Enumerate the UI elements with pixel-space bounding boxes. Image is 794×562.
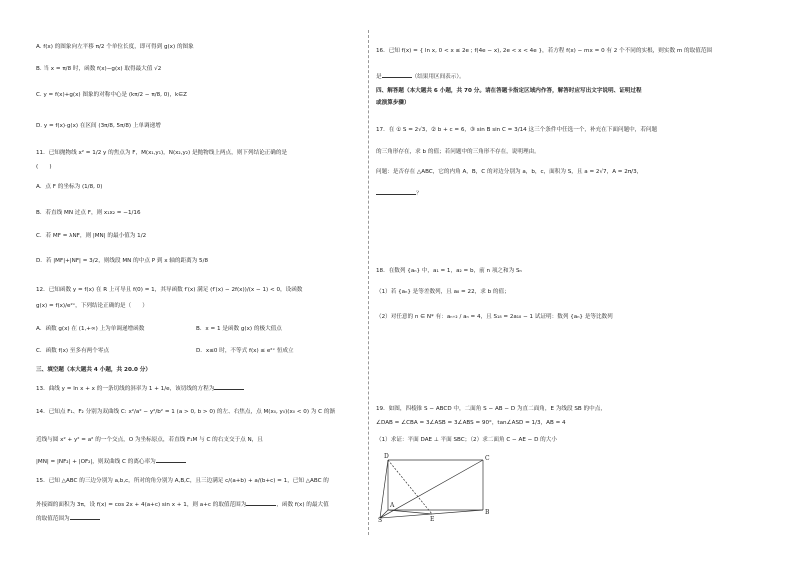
q15-text-4: 的取值范围为: [36, 516, 70, 522]
q13-text: 13．曲线 y = ln x + x 的一条切线的斜率为 1 + 1/e，该切线的方程为: [36, 386, 215, 392]
q13: [36, 384, 244, 393]
section-4-heading-cont: 或演算步骤）: [376, 100, 410, 106]
edge-ae: [388, 510, 432, 514]
label-c: C: [485, 455, 490, 462]
q17-line-3: 问题：是否存在 △ABC，它的内角 A，B，C 的对边分别为 a，b，c，面积为 S，且 a = 2√7，A = 2π/3，: [376, 169, 643, 175]
q14-line-3: [36, 457, 186, 466]
q17-line-4: [376, 189, 422, 198]
q16-answer-blank[interactable]: [382, 72, 412, 78]
q10-option-c: C. y = f(x)+g(x) 图象的对称中心是 (kπ/2 − π/8, 0)，k∈Z: [36, 92, 188, 98]
q18-line-2: （1）若 {aₙ} 是等差数列，且 a₈ = 22，求 b 的值；: [376, 289, 510, 295]
label-b: B: [485, 509, 490, 516]
q12-option-d: D．x≤0 时，不等式 f(x) ≤ e²ˣ 恒成立: [196, 348, 294, 354]
q17-text-4: ？: [416, 191, 422, 197]
q18-line-3: （2）对任意的 n ∈ N* 有：aₙ₊₂ / aₙ = 4，且 S₁₈ = 2a₁₈ − 1 试证明：数列 {aₙ} 是等比数列: [376, 314, 613, 320]
q19-line-1: 19．如图，四棱锥 S − ABCD 中，二面角 S − AB − D 为直二面角，E 为线段 SB 的中点，: [376, 406, 606, 412]
section-3-heading: 三、填空题（本大题共 4 小题，共 20.0 分）: [36, 367, 151, 373]
q17-line-2: 的三角形存在，求 b 的值；若问题中的三角形不存在，说明理由。: [376, 149, 540, 155]
q15-text-3: ，函数 f(x) 的最大值: [276, 502, 329, 508]
q15-answer-blank-1[interactable]: [246, 500, 276, 506]
q12-option-a: A．函数 g(x) 在 (1,+∞) 上为单调递增函数: [36, 326, 145, 332]
column-divider: [368, 30, 369, 535]
q15-text-2: 外接圆的面积为 3π，设 f(x) = cos 2x + 4(a+c) sin x + 1，则 a+c 的取值范围为: [36, 502, 247, 508]
q13-answer-blank[interactable]: [214, 384, 244, 390]
q11-paren: ( ): [36, 164, 52, 170]
label-s: S: [378, 517, 383, 522]
q18-line-1: 18．在数列 {aₙ} 中，a₁ = 1，a₂ = b，前 n 项之和为 Sₙ: [376, 268, 522, 274]
q11-option-c: C．若 MF = λNF，则 |MN| 的最小值为 1/2: [36, 233, 147, 239]
q17-line-1: 17．在 ① S = 2√3，② b + c = 6，③ sin B sin C = 3/14 这三个条件中任选一个，补充在下面问题中，若问题: [376, 127, 658, 133]
q11-option-a: A．点 F 的坐标为 (1/8, 0): [36, 184, 103, 190]
q11-option-d: D．若 |MF|+|NF| = 3/2，则线段 MN 的中点 P 到 x 轴的距离为 5/8: [36, 258, 209, 264]
section-4-heading: 四、解答题（本大题共 6 小题，共 70 分。请在答题卡指定区域内作答，解答时应写出文字说明、证明过程: [376, 88, 642, 94]
edge-de: [388, 460, 432, 514]
label-e: E: [430, 516, 435, 522]
q17-answer-blank[interactable]: [376, 189, 416, 195]
q15-line-2: [36, 500, 329, 509]
q15-answer-blank-2[interactable]: [70, 514, 100, 520]
q15-line-4: [36, 514, 100, 523]
q11-stem: 11．已知抛物线 x² = 1/2 y 的焦点为 F，M(x₁,y₁)，N(x₂,y₂) 是抛物线上两点，则下列结论正确的是: [36, 150, 288, 156]
q10-option-d: D. y = f(x)·g(x) 在区间 (3π/8, 5π/8) 上单调递增: [36, 123, 161, 129]
q11-option-b: B．若直线 MN 过点 F，则 x₁x₂ = −1/16: [36, 210, 141, 216]
q19-line-2: ∠DAB = ∠CBA = 3∠ASB = 3∠ABS = 90°，tan∠ASD = 1/3，AB = 4: [376, 420, 566, 426]
q12-stem: 12．已知函数 y = f(x) 在 R 上可导且 f(0) = 1，其导函数 f′(x) 满足 (f′(x) − 2f(x))/(x − 1) < 0，设函数: [36, 287, 303, 293]
q14-text: |MN| = |NF₂| + |OF₂|，则双曲线 C 的离心率为: [36, 459, 156, 465]
q14-answer-blank[interactable]: [156, 457, 186, 463]
q14-line-2: 近线与圆 x² + y² = a² 的一个交点，O 为坐标原点，若直线 F₁M 与 C 的右支交于点 N，且: [36, 437, 263, 443]
q12-stem-2: g(x) = f(x)/e²ˣ，下列结论正确的是（ ）: [36, 303, 148, 309]
q16-line-1: 16．已知 f(x) = { ln x, 0 < x ≤ 2e ; f(4e − x), 2e < x < 4e }，若方程 f(x) − mx = 0 有 2 个不同的实根，则实数 m 的取值范围: [376, 48, 713, 54]
q16-text-2: 是: [376, 74, 382, 80]
edge-sd: [380, 460, 388, 518]
q12-option-c: C．函数 f(x) 至多有两个零点: [36, 348, 110, 354]
q16-line-2: [376, 72, 465, 81]
q16-text-3: （结果用区间表示）。: [411, 74, 465, 80]
label-d: D: [384, 453, 389, 460]
q10-option-b: B. 当 x = π/8 时，函数 f(x)−g(x) 取得最大值 √2: [36, 66, 162, 72]
q12-option-b: B．x = 1 是函数 g(x) 的极大值点: [196, 326, 282, 332]
q14-line-1: 14．已知点 F₁、F₂ 分别为双曲线 C: x²/a² − y²/b² = 1 (a > 0, b > 0) 的左、右焦点，点 M(x₀, y₀)(x₀ < 0) 为 C 的渐: [36, 409, 336, 415]
label-a: A: [390, 502, 395, 509]
q10-option-a: A. f(x) 的图象向左平移 π/2 个单位长度，即可得到 g(x) 的图象: [36, 44, 194, 50]
pyramid-figure: [378, 452, 498, 522]
q15-line-1: 15．已知 △ABC 的三边分别为 a,b,c，所对的角分别为 A,B,C，且三边满足 c/(a+b) + a/(b+c) = 1，已知 △ABC 的: [36, 478, 329, 484]
q19-line-3: （1）求证：平面 DAE ⊥ 平面 SBC；（2）求二面角 C − AE − D 的大小: [376, 437, 557, 443]
